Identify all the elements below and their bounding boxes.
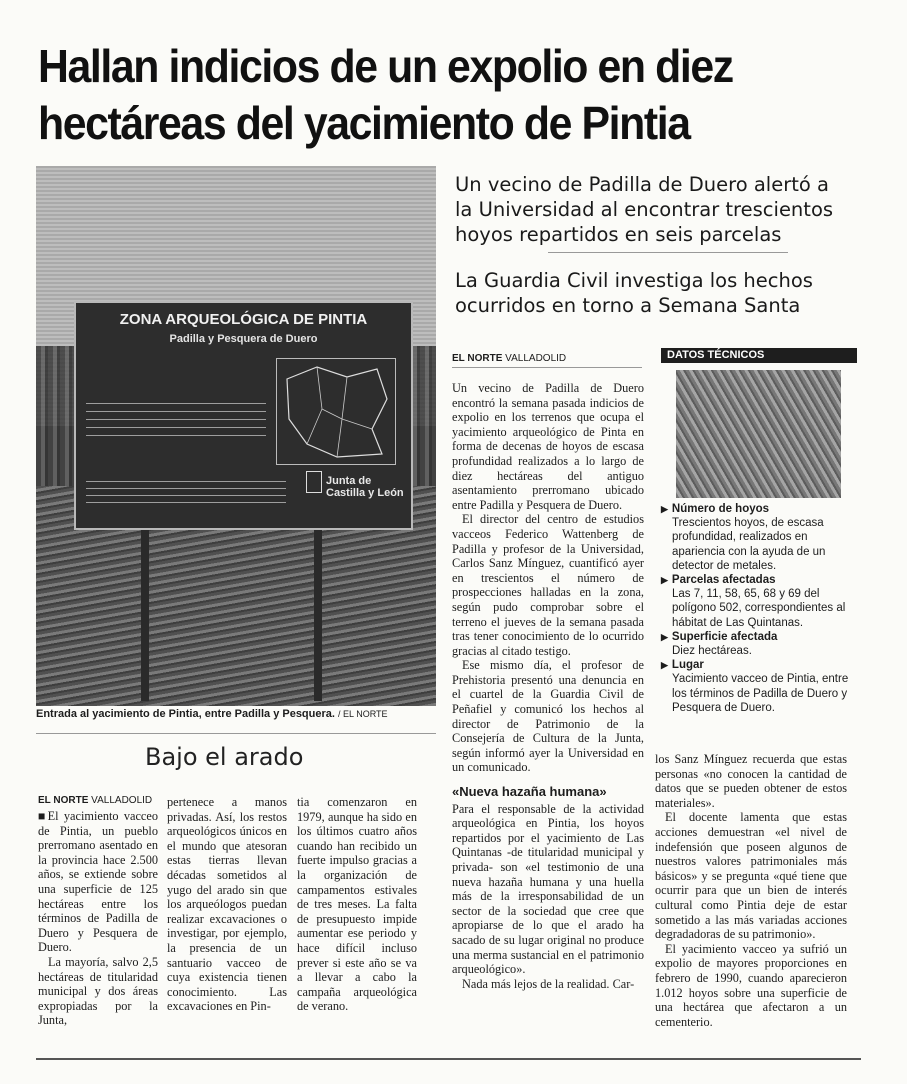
photo-caption: [36, 708, 436, 720]
main-paragraph-7: El docente lamenta que estas acciones demuestran «el nivel de indefensión que poseen algunos de nuestros valores patrimoniales más básicos» y se pregunta «qué tiene que ocurrir para que un bien de interés cultural como Pintia deje de estar sometido a las más variadas acciones degradadoras de su patrimonio».: [655, 810, 847, 942]
caption-text: Entrada al yacimiento de Pintia, entre Padilla y Pesquera.: [36, 708, 335, 720]
square-bullet-icon: ■: [38, 809, 48, 823]
datos-item-text: Diez hectáreas.: [672, 645, 752, 658]
datos-item-text: Las 7, 11, 58, 65, 68 y 69 del polígono 502, correspondientes al hábitat de Las Quintanas.: [672, 588, 846, 629]
sidebar-paragraph-1: [38, 809, 158, 955]
sidebar-paragraph-3: pertenece a manos privadas. Así, los restos arqueológicos únicos en el mundo que atesoran estas tierras llevan décadas sometidos al yugo del arado sin que los arqueólogos puedan realizar excavaciones o investigar, por ejemplo, la presencia de un santuario vacceo de cuya existencia tienen conocimiento. Las excavaciones en Pin-: [167, 795, 287, 1014]
deck-2: [455, 268, 875, 318]
headline-line-1: Hallan indicios de un expolio en diez: [38, 40, 733, 92]
deck-2-line-1: La Guardia Civil investiga los hechos: [455, 269, 813, 292]
deck-2-line-2: ocurridos en torno a Semana Santa: [455, 294, 801, 317]
datos-item-text: Trescientos hoyos, de escasa profundidad, realizados en apariencia con la ayuda de un detector de metales.: [672, 517, 826, 572]
datos-item: [661, 630, 851, 658]
main-subhead: «Nueva hazaña humana»: [452, 784, 607, 800]
main-paragraph-1: Un vecino de Padilla de Duero encontró la semana pasada indicios de expolio en los terrenos que ocupa el yacimiento arqueológico de Pinta en forma de decenas de hoyos de escasa profundidad realizados a lo largo de diez hectáreas del antiguo asentamiento prerromano ubicado entre Padilla y Pesquera de Duero.: [452, 381, 644, 512]
main-paragraph-4: Para el responsable de la actividad arqueológica en Pintia, los hoyos repartidos por el yacimiento de Las Quintanas -de titularidad municipal y privada- son «el testimonio de una nueva hazaña humana y una huella más de la irresponsabilidad de un sector de la sociedad que cree que apropiarse de lo que el arado ha sacado de su lugar original no produce una merma sustancial en el patrimonio arqueológico».: [452, 801, 644, 977]
sidebar-column-3: [297, 795, 417, 1014]
sidebar-column-1: [38, 809, 158, 1028]
datos-tecnicos-header: DATOS TÉCNICOS: [661, 348, 857, 363]
main-byline: [452, 353, 566, 364]
sign-junta: [326, 475, 404, 499]
sign-junta-line-2: Castilla y León: [326, 487, 404, 499]
article-photo: [36, 166, 436, 706]
datos-item-label: ▶ Superficie afectada: [661, 630, 851, 644]
sidebar-paragraph-4: tia comenzaron en 1979, aunque ha sido en los últimos cuatro años cuando han recibido un fuerte impulso gracias a la organización de campamentos estivales de tres meses. La falta de presupuesto impide aumentar ese periodo y hace difícil incluso prever si este año se va a llevar a cabo la campaña arqueológica de verano.: [297, 795, 417, 1014]
deck-1-line-2: la Universidad al encontrar trescientos: [455, 198, 834, 221]
datos-item: [661, 573, 851, 630]
crest-icon: [306, 471, 322, 493]
main-paragraph-3: Ese mismo día, el profesor de Prehistoria presentó una denuncia en el cuartel de la Guardia Civil de Peñafiel y comunicó los hechos al director de Patrimonio de la Consejería de Cultura de la Junta, según informó ayer la Universidad en un comunicado.: [452, 658, 644, 775]
deck-divider: [548, 252, 788, 253]
main-paragraph-2: El director del centro de estudios vacceos Federico Wattenberg de Padilla y profesor de la Universidad, Carlos Sanz Mínguez, cuantificó ayer en trescientos el número de prospecciones halladas en la zona, según pudo comprobar sobre el terreno el jueves de la semana pasada tras tener conocimiento de lo ocurrido gracias al citado testigo.: [452, 512, 644, 658]
datos-item-label: ▶ Número de hoyos: [661, 502, 851, 516]
sidebar-column-2: [167, 795, 287, 1014]
main-byline-source: EL NORTE: [452, 353, 503, 364]
datos-item: [661, 658, 851, 715]
sidebar-paragraph-1-text: El yacimiento vacceo de Pintia, un pueblo prerromano asentado en la provincia hace 2.500 años, se extiende sobre una superficie de 125 hectáreas entre los términos de Padilla de Duero y Pesquera de Duero.: [38, 809, 158, 955]
sign-post-right: [314, 526, 322, 701]
sidebar-paragraph-2: La mayoría, salvo 2,5 hectáreas de titularidad municipal y dos áreas expropiadas por la Junta,: [38, 954, 158, 1028]
sign-text-block-2: [86, 481, 286, 509]
sign-post-left: [141, 526, 149, 701]
sidebar-title: Bajo el arado: [145, 743, 304, 771]
sign-text-block: [86, 403, 266, 441]
sidebar-byline-place: VALLADOLID: [91, 795, 153, 806]
headline-line-2: hectáreas del yacimiento de Pintia: [38, 97, 690, 149]
deck-1: [455, 172, 875, 247]
main-column-1: [452, 381, 644, 991]
datos-item-label: ▶ Lugar: [661, 658, 851, 672]
datos-item: [661, 502, 851, 573]
main-paragraph-8: El yacimiento vacceo ya sufrió un expolio de mayores proporciones en febrero de 1990, cuando aparecieron 1.012 hoyos sobre una superficie de una hectárea que afectaron a un cementerio.: [655, 941, 847, 1029]
main-byline-place: VALLADOLID: [505, 353, 567, 364]
sign-title: ZONA ARQUEOLÓGICA DE PINTIA: [119, 311, 368, 328]
bottom-rule: [36, 1058, 861, 1060]
sign-subtitle: Padilla y Pesquera de Duero: [169, 333, 318, 345]
headline: [38, 38, 810, 152]
deck-1-line-3: hoyos repartidos en seis parcelas: [455, 223, 782, 246]
main-paragraph-5: Nada más lejos de la realidad. Car-: [462, 976, 635, 991]
deck-1-line-1: Un vecino de Padilla de Duero alertó a: [455, 173, 829, 196]
datos-photo: [676, 370, 841, 498]
sign-junta-line-1: Junta de: [326, 475, 372, 487]
archaeological-sign: [74, 301, 413, 530]
datos-item-text: Yacimiento vacceo de Pintia, entre los términos de Padilla de Duero y Pesquera de Duero.: [672, 673, 849, 714]
sidebar-byline-source: EL NORTE: [38, 795, 89, 806]
sign-map-icon: [276, 358, 396, 465]
sidebar-byline: [38, 795, 152, 806]
caption-credit: / EL NORTE: [338, 709, 388, 719]
main-byline-rule: [452, 367, 642, 368]
main-paragraph-6: los Sanz Mínguez recuerda que estas personas «no conocen la cantidad de datos que se pueden obtener de estos materiales».: [655, 752, 847, 810]
datos-tecnicos-list: [661, 502, 851, 715]
main-column-2: [655, 752, 847, 1029]
sidebar-rule: [36, 733, 436, 734]
datos-item-label: ▶ Parcelas afectadas: [661, 573, 851, 587]
